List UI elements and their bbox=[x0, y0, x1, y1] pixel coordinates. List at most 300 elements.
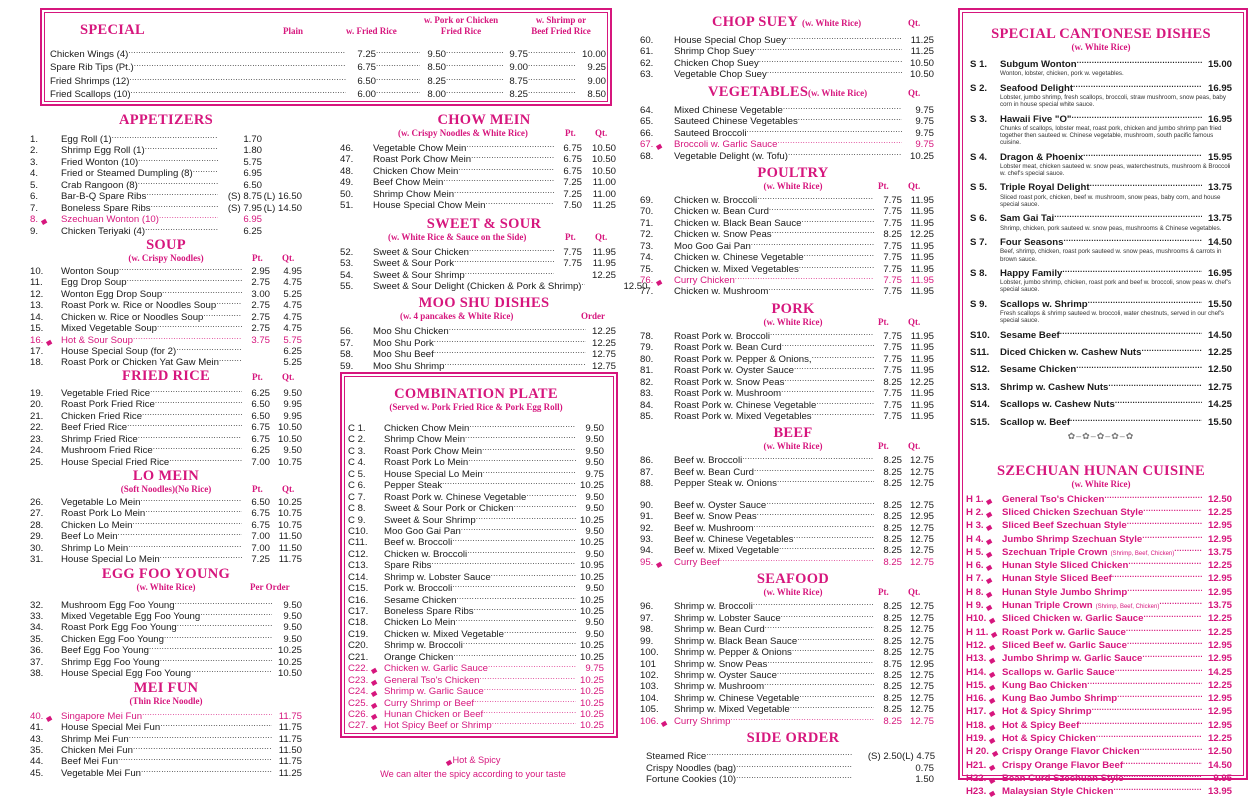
menu-item-row bbox=[340, 323, 616, 338]
cantonese-item-line bbox=[970, 56, 1232, 70]
item-number: C20. bbox=[348, 640, 369, 652]
cantonese-item bbox=[970, 379, 1232, 393]
item-number: 67. ▄ bbox=[640, 139, 663, 151]
dot-leader bbox=[132, 517, 242, 528]
item-price-pint: 6.75 bbox=[563, 143, 582, 154]
dot-leader bbox=[142, 408, 242, 419]
item-name: Moo Shu Shrimp bbox=[373, 360, 445, 372]
special-item-row bbox=[50, 73, 606, 86]
item-name: Chicken w. Rice or Noodles Soup bbox=[61, 311, 204, 323]
item-number: 64. bbox=[640, 104, 654, 116]
combo-subtitle: (Served w. Pork Fried Rice & Pork Egg Roll) bbox=[389, 402, 563, 412]
item-name: Shrimp Egg Foo Young bbox=[61, 656, 160, 668]
pepper-icon: ▄ bbox=[984, 562, 993, 571]
menu-item-row bbox=[30, 385, 302, 399]
dot-leader bbox=[1115, 396, 1202, 407]
chow-mein-title: CHOW MEIN bbox=[437, 112, 531, 128]
item-number: 70. bbox=[640, 206, 654, 218]
item-name: Boneless Spare Ribs bbox=[61, 202, 151, 214]
chop-suey-subtitle: (w. White Rice) bbox=[802, 18, 862, 28]
lo-mein-title: LO MEIN bbox=[132, 467, 200, 484]
item-description: Wonton, lobster, chicken, pork w. vegetables. bbox=[1000, 70, 1124, 78]
dot-leader bbox=[468, 454, 576, 465]
dot-leader bbox=[133, 332, 242, 343]
pepper-icon: ▄ bbox=[984, 602, 993, 611]
pepper-icon: ▄ bbox=[39, 216, 47, 225]
dot-leader bbox=[1090, 179, 1202, 190]
item-name: Hot Spicy Beef or Shrimp bbox=[384, 720, 492, 732]
item-price-quart: 11.95 bbox=[910, 286, 934, 298]
dot-leader bbox=[127, 419, 242, 430]
item-price: 16.95 bbox=[1207, 267, 1232, 279]
item-price: 15.50 bbox=[1207, 416, 1232, 428]
item-price-pint: 8.25 bbox=[883, 511, 902, 523]
egg-foo-title: EGG FOO YOUNG bbox=[101, 565, 231, 582]
item-code-text: H 6. bbox=[966, 560, 984, 572]
beef-title: BEEF bbox=[773, 425, 813, 442]
dot-leader bbox=[769, 203, 874, 214]
moo-shu-title: MOO SHU DISHES bbox=[418, 295, 550, 312]
item-price-pint: 9.50 bbox=[585, 548, 604, 560]
item-name: Shrimp w. Mixed Vegetable bbox=[674, 704, 790, 716]
item-price-pint: 7.75 bbox=[883, 252, 902, 264]
item-price-quart: 12.25 bbox=[909, 376, 934, 388]
item-name: Orange Chicken bbox=[384, 651, 454, 663]
item-number: 98. bbox=[640, 624, 654, 636]
item-name: Chicken w. Bean Curd bbox=[674, 206, 769, 218]
special-item-row bbox=[50, 46, 606, 59]
item-price-quart: 12.75 bbox=[909, 692, 934, 704]
item-number: 84. bbox=[640, 399, 654, 411]
item-price-quart: 10.50 bbox=[277, 422, 302, 434]
price-pork-chicken: 8.75 bbox=[509, 75, 528, 87]
item-name: Hunan Triple Crown bbox=[1002, 600, 1093, 612]
item-number: 77. bbox=[640, 286, 654, 298]
item-price-pint: 8.25 bbox=[883, 624, 902, 636]
dot-leader bbox=[119, 263, 242, 274]
item-price-pint: 7.25 bbox=[563, 188, 582, 200]
item-name: Hawaii Five "O" bbox=[1000, 113, 1072, 125]
item-number: 28. bbox=[30, 519, 44, 531]
item-price-pint: 1.70 bbox=[243, 134, 262, 145]
cantonese-list bbox=[970, 56, 1232, 428]
egg-foo-subtitle: (w. White Rice) bbox=[136, 581, 196, 592]
item-price-pint: 9.50 bbox=[585, 583, 604, 595]
item-number: C23. ▄ bbox=[348, 674, 378, 686]
dot-leader bbox=[138, 431, 242, 442]
dot-leader bbox=[486, 197, 554, 208]
item-name: Dragon & Phoenix bbox=[1000, 151, 1084, 163]
mei-fun-title: MEI FUN bbox=[133, 679, 199, 696]
item-price-pint: 11.75 bbox=[278, 722, 302, 734]
lo-mein-qt-header: Qt. bbox=[282, 483, 295, 494]
szechuan-item-row bbox=[966, 584, 1232, 597]
item-name: Mixed Vegetable Egg Foo Young bbox=[61, 611, 201, 622]
item-number: 90. bbox=[640, 499, 654, 511]
item-price-pint: 6.75 bbox=[251, 422, 270, 434]
pepper-icon: ▄ bbox=[984, 535, 993, 545]
item-price: 15.50 bbox=[1207, 298, 1232, 310]
item-price: 12.25 bbox=[1207, 507, 1232, 518]
item-name: Chicken Chow Mein bbox=[373, 165, 459, 177]
item-price-quart: 5.75 bbox=[283, 334, 302, 346]
item-number: 53. bbox=[340, 258, 354, 270]
item-price-pint: 6.75 bbox=[251, 508, 270, 520]
combo-section bbox=[348, 386, 604, 732]
pepper-icon: ▄ bbox=[369, 676, 378, 686]
dot-leader bbox=[219, 354, 242, 365]
item-price-pint: 9.50 bbox=[283, 599, 302, 611]
item-price-quart: 11.95 bbox=[910, 410, 934, 422]
item-code bbox=[966, 520, 1002, 532]
item-name: Beef w. Oyster Sauce bbox=[674, 499, 767, 511]
item-name: House Special Mei Fun bbox=[61, 722, 161, 734]
pepper-icon: ▄ bbox=[369, 711, 378, 720]
item-price-pint: 11.75 bbox=[278, 733, 302, 745]
item-name: Roast Pork Lo Mein bbox=[61, 508, 146, 520]
item-price: 12.95 bbox=[1207, 639, 1232, 651]
item-name: Sesame Chicken bbox=[384, 594, 457, 606]
item-price-pint: 6.50 bbox=[251, 399, 270, 411]
item-code-text: H 7. bbox=[966, 573, 984, 585]
pepper-icon: ▄ bbox=[990, 748, 998, 758]
dot-leader bbox=[145, 142, 218, 153]
item-name: Broccoli w. Garlic Sauce bbox=[674, 139, 778, 151]
item-name: Beef Chow Mein bbox=[373, 177, 444, 189]
fried-rice-title: FRIED RICE bbox=[122, 367, 210, 384]
item-price-quart: 12.75 bbox=[909, 635, 934, 647]
poultry-list bbox=[640, 192, 934, 298]
side-order-title: SIDE ORDER bbox=[746, 730, 840, 747]
item-name: Hot & Sour Soup bbox=[61, 334, 133, 346]
dot-leader bbox=[1140, 743, 1202, 754]
item-price-pint: 7.25 bbox=[563, 177, 582, 189]
item-price-quart: 9.50 bbox=[283, 387, 302, 399]
item-note: (Shrimp, Beef, Chicken) bbox=[1095, 604, 1160, 611]
item-price: 12.95 bbox=[1207, 706, 1232, 718]
dot-leader bbox=[141, 765, 272, 776]
item-number: C26. ▄ bbox=[348, 708, 378, 720]
dot-leader bbox=[465, 431, 576, 442]
item-price-quart: 11.50 bbox=[278, 531, 302, 543]
item-number: 32. bbox=[30, 599, 44, 611]
dot-leader bbox=[446, 46, 504, 57]
item-price-pint: 10.25 bbox=[277, 645, 302, 657]
vegetables-subtitle: (w. White Rice) bbox=[808, 87, 868, 98]
menu-item-row bbox=[640, 192, 934, 206]
item-price-quart: 11.00 bbox=[592, 177, 616, 189]
item-price-pint: 7.75 bbox=[883, 286, 902, 298]
item-price-pint: 9.50 bbox=[585, 617, 604, 629]
cantonese-item bbox=[970, 149, 1232, 178]
dot-leader bbox=[751, 238, 874, 249]
price-pork-chicken: 9.75 bbox=[509, 49, 528, 60]
item-name: Szechuan Triple Crown bbox=[1002, 546, 1108, 558]
item-code-text: H 11. bbox=[966, 626, 989, 638]
item-name: Chicken Wings (4) bbox=[50, 49, 129, 60]
item-price: 12.95 bbox=[1207, 693, 1232, 705]
item-price-quart: 11.95 bbox=[592, 258, 616, 270]
item-name: Four Seasons bbox=[1000, 236, 1064, 248]
item-price-pint: 9.50 bbox=[585, 434, 604, 446]
item-name: Sweet & Sour Chicken bbox=[373, 246, 469, 258]
dot-leader bbox=[528, 59, 576, 70]
item-price-pint: 11.75 bbox=[278, 756, 302, 768]
cantonese-item bbox=[970, 56, 1232, 78]
item-name: Hunan Style Sliced Chicken bbox=[1002, 560, 1129, 572]
item-number: 16. ▄ bbox=[30, 334, 53, 346]
item-number: 35. bbox=[30, 744, 44, 756]
item-price-pint: 10.25 bbox=[579, 708, 604, 720]
item-name: House Special Lo Mein bbox=[384, 468, 483, 480]
dot-leader bbox=[453, 649, 576, 660]
column-left bbox=[30, 112, 302, 779]
item-name: Beef w. Chinese Vegetables bbox=[674, 534, 794, 545]
dot-leader bbox=[1126, 624, 1202, 635]
item-number: 105. bbox=[640, 704, 659, 716]
item-number: 43. bbox=[30, 733, 44, 745]
item-price-quart: 11.95 bbox=[910, 330, 934, 342]
dot-leader bbox=[736, 760, 852, 771]
dot-leader bbox=[1096, 730, 1202, 741]
item-price-pint: 7.25 bbox=[251, 554, 270, 566]
cantonese-item bbox=[970, 361, 1232, 375]
item-number: 4. bbox=[30, 168, 39, 180]
pepper-icon: ▄ bbox=[989, 628, 998, 638]
dot-leader bbox=[1060, 327, 1202, 338]
item-number: 21. bbox=[30, 410, 44, 422]
item-number: 54. bbox=[340, 269, 354, 281]
combo-title: COMBINATION PLATE bbox=[394, 386, 558, 402]
item-code-text: H 20. bbox=[966, 746, 989, 758]
item-price-pint: 11.50 bbox=[278, 744, 302, 756]
item-price-quart: 4.75 bbox=[283, 300, 302, 312]
item-price-pint: 8.25 bbox=[883, 601, 902, 613]
pepper-icon: ▄ bbox=[369, 665, 378, 674]
item-price-pint: 10.25 bbox=[579, 697, 604, 709]
item-name: Pepper Steak bbox=[384, 480, 443, 492]
item-price: 13.75 bbox=[1207, 600, 1232, 612]
szechuan-item-row bbox=[966, 703, 1232, 716]
szechuan-item-row bbox=[966, 717, 1232, 730]
item-price-pint: 12.25 bbox=[591, 326, 616, 338]
item-number: 103. bbox=[640, 681, 659, 693]
item-name: Sweet & Sour Shrimp bbox=[373, 269, 465, 281]
szechuan-item-row bbox=[966, 504, 1232, 517]
appetizers-list bbox=[30, 131, 302, 237]
item-price-pint: 7.75 bbox=[883, 275, 902, 286]
dot-leader bbox=[175, 597, 272, 608]
dot-leader bbox=[446, 59, 504, 70]
price-shrimp-beef: 9.00 bbox=[587, 75, 606, 87]
special-shrimp-header: w. Shrimp or Beef Fried Rice bbox=[531, 15, 591, 36]
dot-leader bbox=[162, 286, 242, 297]
item-number: C17. bbox=[348, 606, 369, 617]
seafood-list bbox=[640, 598, 934, 727]
cantonese-item bbox=[970, 296, 1232, 325]
item-price-quart: 12.75 bbox=[909, 647, 934, 659]
dot-leader bbox=[434, 335, 586, 346]
dot-leader bbox=[145, 505, 242, 516]
item-name: Bar-B-Q Spare Ribs bbox=[61, 191, 147, 203]
item-number: 46. bbox=[340, 143, 354, 154]
item-number: 80. bbox=[640, 353, 654, 365]
item-number: 92. bbox=[640, 522, 654, 534]
pepper-icon: ▄ bbox=[987, 722, 996, 731]
dot-leader bbox=[528, 73, 576, 84]
dot-leader bbox=[176, 343, 242, 354]
pepper-icon: ▄ bbox=[987, 735, 996, 744]
item-code bbox=[966, 587, 1002, 599]
item-name: Wonton Egg Drop Soup bbox=[61, 288, 163, 300]
dot-leader bbox=[145, 223, 218, 234]
item-price-pint: 7.00 bbox=[251, 531, 270, 543]
item-description: Sliced roast pork, chicken, beef w. mushroom, snow peas, baby corn, and house special sauce. bbox=[1000, 193, 1221, 209]
item-code-text: H18. bbox=[966, 719, 987, 731]
dot-leader bbox=[467, 546, 576, 557]
item-price-pint: 9.50 bbox=[585, 525, 604, 537]
dot-leader bbox=[376, 73, 420, 84]
item-price-quart: 12.75 bbox=[909, 545, 934, 557]
pepper-icon: ▄ bbox=[987, 788, 996, 798]
price-shrimp-beef: 9.25 bbox=[587, 62, 606, 74]
item-price-quart: 4.75 bbox=[283, 311, 302, 323]
item-number: 18. bbox=[30, 357, 44, 369]
item-number: 15. bbox=[30, 323, 44, 335]
item-name: Shrimp Chop Suey bbox=[674, 46, 755, 58]
dot-leader bbox=[799, 690, 874, 701]
item-number: 26. bbox=[30, 496, 44, 508]
vegetables-qt-header: Qt. bbox=[908, 87, 921, 98]
item-number: C18. bbox=[348, 617, 369, 629]
dot-leader bbox=[783, 102, 902, 113]
item-name: Chicken w. Black Bean Sauce bbox=[674, 217, 802, 229]
special-fried-header: w. Fried Rice bbox=[346, 26, 397, 36]
lo-mein-list bbox=[30, 494, 302, 566]
pepper-icon: ▄ bbox=[44, 712, 53, 722]
item-name: Fried Shrimps (12) bbox=[50, 75, 130, 87]
item-name: Vegetable Lo Mein bbox=[61, 496, 141, 508]
fried-rice-list bbox=[30, 385, 302, 468]
seafood-title: SEAFOOD bbox=[756, 571, 830, 588]
item-number: C12. bbox=[348, 548, 369, 560]
szechuan-list bbox=[966, 491, 1232, 797]
item-name: Wonton Soup bbox=[61, 265, 119, 277]
item-name: Crab Rangoon (8) bbox=[61, 179, 138, 191]
price-fried-rice: 9.50 bbox=[427, 49, 446, 60]
dot-leader bbox=[528, 86, 576, 97]
dot-leader bbox=[131, 86, 346, 97]
item-code bbox=[966, 573, 1002, 585]
item-name: Vegetable Chop Suey bbox=[674, 69, 767, 81]
item-name: Sauteed Chinese Vegetables bbox=[674, 116, 798, 128]
price-pork-chicken: 8.25 bbox=[509, 89, 528, 101]
item-name: Curry Shrimp or Beef bbox=[384, 697, 475, 709]
menu-item-row bbox=[30, 708, 302, 722]
item-name: Chicken Lo Mein bbox=[61, 519, 133, 531]
item-number: 27. bbox=[30, 508, 44, 520]
item-price: 12.75 bbox=[1207, 381, 1232, 393]
item-price-quart: 4.95 bbox=[283, 265, 302, 277]
item-price: 12.95 bbox=[1207, 573, 1232, 585]
item-price-pint: 8.25 bbox=[883, 545, 902, 557]
item-price-quart: 10.50 bbox=[591, 165, 616, 177]
item-name: Pork w. Broccoli bbox=[384, 583, 453, 595]
dot-leader bbox=[768, 283, 874, 294]
side-order-list bbox=[646, 748, 936, 785]
item-price-pint: 7.75 bbox=[883, 240, 902, 252]
dot-leader bbox=[1127, 637, 1202, 648]
item-name: Sesame Beef bbox=[1000, 329, 1060, 341]
dot-leader bbox=[779, 542, 874, 553]
item-code: S 5. bbox=[970, 182, 988, 194]
item-name: House Special Chop Suey bbox=[674, 35, 786, 46]
item-price-pint: 7.75 bbox=[883, 206, 902, 218]
item-price-pint: 6.50 bbox=[251, 410, 270, 422]
item-number: 85. bbox=[640, 410, 654, 422]
dot-leader bbox=[454, 186, 554, 197]
item-price-quart: 11.95 bbox=[910, 388, 934, 400]
item-price-quart: 12.75 bbox=[909, 466, 934, 478]
item-price-pint: 11.75 bbox=[278, 710, 302, 722]
dot-leader bbox=[463, 637, 576, 648]
item-price-quart: 10.50 bbox=[277, 433, 302, 445]
item-name: Roast Pork w. Broccoli bbox=[674, 330, 770, 342]
item-price: 12.95 bbox=[1207, 533, 1232, 545]
dot-leader bbox=[1071, 111, 1202, 122]
item-name: Happy Family bbox=[1000, 267, 1063, 279]
menu-item-row bbox=[348, 420, 604, 434]
sweet-sour-subtitle: (w. White Rice & Sauce on the Side) bbox=[388, 231, 527, 242]
dot-leader bbox=[781, 385, 874, 396]
item-price: 12.50 bbox=[1207, 746, 1232, 758]
item-number: 52. bbox=[340, 246, 354, 258]
special-list bbox=[50, 46, 606, 100]
item-name: Spare Rib Tips (Pt.) bbox=[50, 62, 134, 74]
pepper-icon: ▄ bbox=[987, 761, 996, 771]
item-price-quart: 12.95 bbox=[909, 658, 934, 670]
dot-leader bbox=[1127, 517, 1202, 528]
dot-leader bbox=[482, 443, 576, 454]
dot-leader bbox=[140, 494, 242, 505]
item-code bbox=[966, 667, 1002, 679]
item-price-quart: 11.95 bbox=[910, 365, 934, 377]
item-name: Jumbo Shrimp Szechuan Style bbox=[1002, 533, 1143, 545]
item-name: Seafood Delight bbox=[1000, 82, 1074, 94]
dot-leader bbox=[431, 557, 576, 568]
item-price-pint: 8.25 bbox=[883, 692, 902, 704]
chop-suey-list bbox=[640, 32, 934, 81]
item-name: House Special Egg Foo Young bbox=[61, 668, 192, 680]
item-number: 35. bbox=[30, 633, 44, 645]
chow-mein-subtitle: (w. Crispy Noodles & White Rice) bbox=[398, 128, 528, 138]
cantonese-item bbox=[970, 179, 1232, 208]
item-code bbox=[966, 786, 1002, 798]
szechuan-item-row bbox=[966, 770, 1232, 783]
moo-shu-order-header: Order bbox=[581, 311, 605, 322]
item-name: Sweet & Sour Shrimp bbox=[384, 514, 476, 526]
item-number: 59. bbox=[340, 360, 354, 372]
beef-list bbox=[640, 452, 934, 568]
item-name: Beef Lo Mein bbox=[61, 531, 118, 543]
item-name: Shrimp Chow Mein bbox=[384, 434, 466, 446]
item-name: Beef Egg Foo Young bbox=[61, 645, 150, 657]
item-price-quart: 11.95 bbox=[592, 246, 616, 258]
item-code bbox=[966, 746, 1002, 758]
item-number: C 7. bbox=[348, 491, 366, 503]
menu-item-row bbox=[30, 263, 302, 277]
pepper-icon: ▄ bbox=[984, 589, 993, 598]
